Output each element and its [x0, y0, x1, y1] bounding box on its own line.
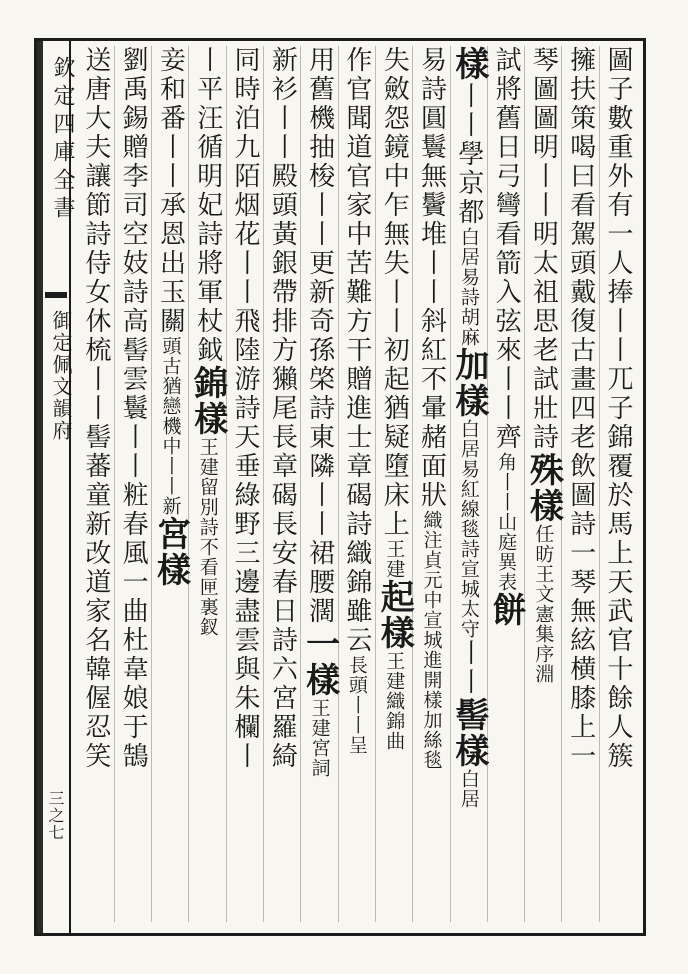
text-run: 新衫丨丨殿頭黃銀帶排方獺尾長章碣長安春日詩六宮羅綺	[267, 46, 298, 771]
text-column	[226, 46, 263, 922]
text-column	[77, 46, 114, 922]
text-block	[76, 46, 636, 922]
text-run: 失斂怨鏡中乍無失丨丨初起猶疑墮床上	[379, 46, 410, 539]
text-column	[450, 46, 487, 922]
headword: 一樣	[299, 626, 340, 698]
text-column	[374, 46, 415, 922]
text-column	[412, 46, 449, 922]
headword: 起樣	[374, 579, 415, 651]
text-column	[263, 46, 300, 922]
column-text	[486, 46, 527, 922]
fishtail-mark	[45, 292, 67, 298]
column-text	[599, 46, 636, 922]
text-column	[150, 46, 191, 922]
headword: 加樣	[448, 347, 489, 419]
annotation: 長頭丨丨呈	[345, 655, 368, 755]
annotation: 王建織錦曲	[383, 651, 406, 751]
headword: 殊樣	[523, 452, 564, 524]
column-text	[338, 46, 375, 922]
text-column	[114, 46, 151, 922]
text-run: 用舊機抽梭丨丨更新奇孫棨詩東隣丨丨裙腰濶	[304, 46, 335, 626]
text-run: 琴圖圖明丨丨明太祖思老試壯詩	[528, 46, 559, 452]
headword: 樣	[448, 46, 489, 82]
annotation: 王建留別詩不看匣裏釵	[196, 437, 219, 637]
text-run: 丨丨學京都	[453, 82, 484, 227]
text-column	[486, 46, 527, 922]
column-text	[77, 46, 114, 922]
column-text	[523, 46, 564, 922]
annotation: 王建	[383, 539, 406, 579]
text-run: 丨平汪循明妃詩將軍杖鉞	[192, 46, 223, 365]
headword: 餅	[486, 592, 527, 628]
text-run: 擁扶策喝曰看駕頭戴復古畫四老飲圖詩一琴無絃横膝上一	[565, 46, 596, 771]
page-number: 三之七	[46, 790, 65, 841]
text-column	[561, 46, 598, 922]
running-title: 欽定四庫全書	[50, 56, 75, 224]
headword: 宮樣	[150, 516, 191, 588]
column-text	[562, 46, 599, 922]
annotation: 織注貞元中宣城進開樣加絲毯	[420, 510, 443, 770]
text-run: 圖子數重外有一人捧丨丨兀子錦覆於馬上天武官十餘人簇	[603, 46, 633, 771]
text-column	[187, 46, 228, 922]
text-run: 妾和番丨丨承恩出玉關	[155, 46, 186, 336]
text-run: 送唐大夫讓節詩侍女休梳丨丨髻蕃童新改道家名韓偓忍笑	[80, 46, 111, 771]
annotation: 任昉王文憲集序淵	[532, 524, 555, 684]
column-text	[263, 46, 300, 922]
text-run: 易詩圓鬟無鬢堆丨丨斜紅不暈赭面狀	[416, 46, 447, 510]
annotation: 王建宮詞	[308, 698, 331, 778]
column-text	[413, 46, 450, 922]
text-run: 作官聞道官家中苦難方干贈進士章碣詩織錦雖云	[341, 46, 372, 655]
text-column	[338, 46, 375, 922]
column-text	[374, 46, 415, 922]
text-column	[523, 46, 564, 922]
column-text	[450, 46, 487, 922]
annotation: 白居易紅線毯詩宣城太守	[457, 419, 480, 639]
column-text	[301, 46, 338, 922]
column-text	[226, 46, 263, 922]
headword: 錦樣	[187, 365, 228, 437]
headword: 髻樣	[448, 697, 489, 769]
text-column	[299, 46, 340, 922]
book-title: 御定佩文韻府	[49, 310, 73, 442]
text-run: 試將舊日弓彎看箭入弦來丨丨齊	[491, 46, 522, 452]
column-text	[114, 46, 151, 922]
column-text	[189, 46, 226, 922]
text-run: 劉禹錫贈李司空妓詩高髻雲鬟丨丨粧春風一曲杜韋娘于鵠	[118, 46, 149, 771]
annotation: 頭古猶戀機中丨丨新	[159, 336, 182, 516]
text-run: 丨丨	[453, 639, 484, 697]
text-column	[599, 46, 636, 922]
annotation: 角丨丨山庭異表	[495, 452, 518, 592]
annotation: 白居易詩胡麻	[457, 227, 480, 347]
annotation: 白居	[457, 769, 480, 809]
column-text	[150, 46, 191, 922]
text-run: 同時泊九陌烟花丨丨飛陸游詩天垂綠野三邊盡雲與朱欄丨	[230, 46, 261, 771]
